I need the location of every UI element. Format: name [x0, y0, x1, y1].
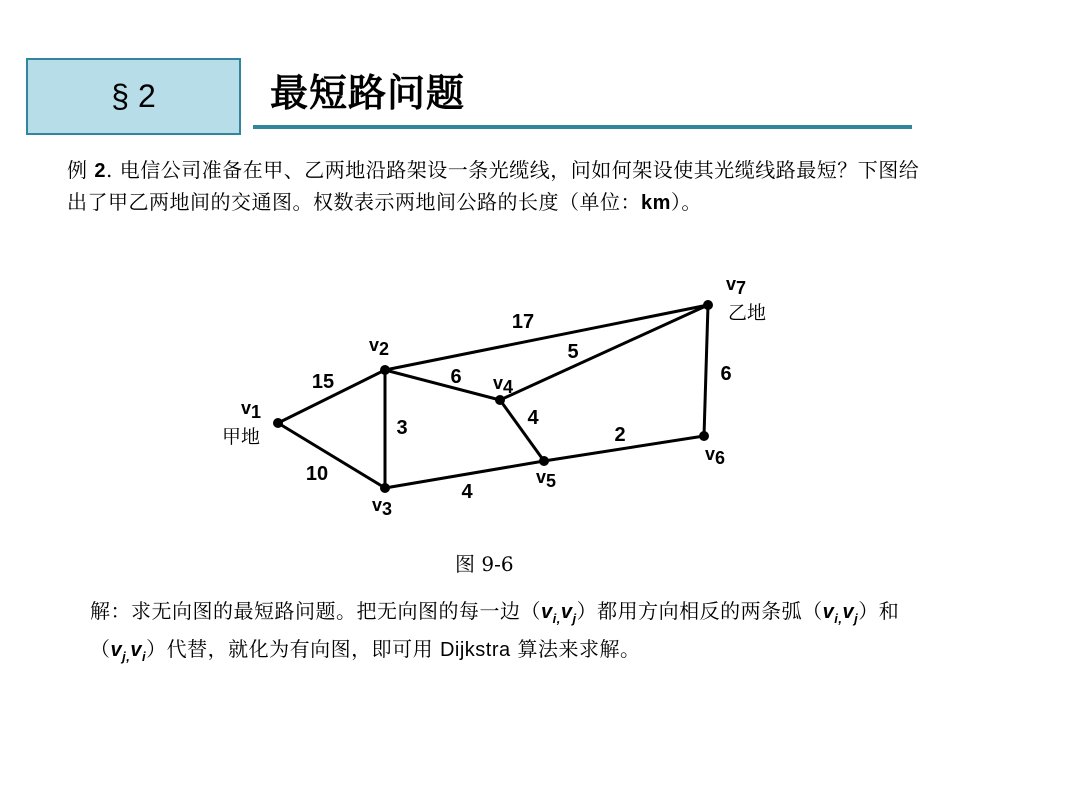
example-text: . 电信公司准备在甲、乙两地沿路架设一条光缆线，问如何架设使其光缆线路最短？下图给出了甲乙两地间的交通图。权数表示两地间公路的长度（单位： [67, 158, 920, 214]
example-prefix: 例 [67, 158, 95, 182]
label-v5 [536, 467, 556, 491]
figure-caption: 图 9-6 [455, 552, 514, 576]
slide-title: 最短路问题 [270, 70, 466, 115]
edge-pair-2: $v_{i,}v_j$ [822, 601, 859, 626]
weight-v2-v3: 3 [396, 417, 408, 439]
node-v3 [380, 483, 390, 493]
algorithm-name: Dijkstra [439, 639, 511, 661]
weight-v2-v4: 6 [450, 366, 462, 388]
label-v2-index: 2 [379, 339, 390, 359]
edge-v2-v4 [385, 370, 500, 400]
solution-text-3: ）和（ [90, 599, 900, 661]
example-number: 2 [94, 160, 106, 182]
label-v5-letter: v [536, 467, 547, 487]
weight-v2-v7: 17 [511, 311, 535, 333]
weight-v6-v7: 6 [720, 363, 732, 385]
label-v5-index: 5 [546, 471, 557, 491]
solution-text-2: ）都用方向相反的两条弧（ [576, 599, 823, 623]
node-v6 [699, 431, 709, 441]
weight-v4-v5: 4 [527, 407, 539, 429]
weight-v4-v7: 5 [567, 341, 579, 363]
weight-v1-v3: 10 [305, 463, 329, 485]
edge-pair-3: $v_{j,}v_i$ [110, 639, 147, 664]
label-v6-letter: v [705, 444, 716, 464]
label-v1 [241, 398, 261, 422]
label-v3-index: 3 [382, 499, 393, 519]
label-v1-place: 甲地 [222, 426, 261, 448]
node-v1 [273, 418, 283, 428]
label-v3-letter: v [372, 495, 383, 515]
node-v2 [380, 365, 390, 375]
label-v6 [705, 444, 725, 468]
label-v1-index: 1 [251, 402, 262, 422]
label-v4-index: 4 [503, 377, 514, 397]
weight-v5-v6: 2 [614, 424, 626, 446]
label-v7 [726, 274, 746, 298]
label-v7-letter: v [726, 274, 737, 294]
label-v2 [369, 335, 389, 359]
label-v7-index: 7 [736, 278, 747, 298]
weight-v1-v2: 15 [311, 371, 335, 393]
section-number: § 2 [111, 78, 156, 114]
label-v4 [493, 373, 513, 397]
node-v5 [539, 456, 549, 466]
edge-v1-v3 [278, 423, 385, 488]
label-v2-letter: v [369, 335, 380, 355]
edge-pair-1: $v_{i,}v_j$ [541, 601, 577, 626]
solution-text-1: 解：求无向图的最短路问题。把无向图的每一边（ [90, 599, 541, 623]
label-v7-place: 乙地 [728, 302, 767, 324]
edge-v6-v7 [704, 305, 708, 436]
solution-paragraph [90, 596, 950, 672]
label-v6-index: 6 [715, 448, 726, 468]
example-text-end: ）。 [670, 190, 702, 214]
label-v1-letter: v [241, 398, 252, 418]
label-v4-letter: v [493, 373, 504, 393]
solution-text-4: ）代替，就化为有向图，即可用 [146, 637, 440, 661]
edge-v2-v7 [385, 305, 708, 370]
weight-v3-v5: 4 [461, 481, 473, 503]
node-v7 [703, 300, 713, 310]
unit-label: km [641, 192, 671, 214]
solution-text-5: 算法来求解。 [510, 637, 641, 661]
label-v3 [372, 495, 392, 519]
